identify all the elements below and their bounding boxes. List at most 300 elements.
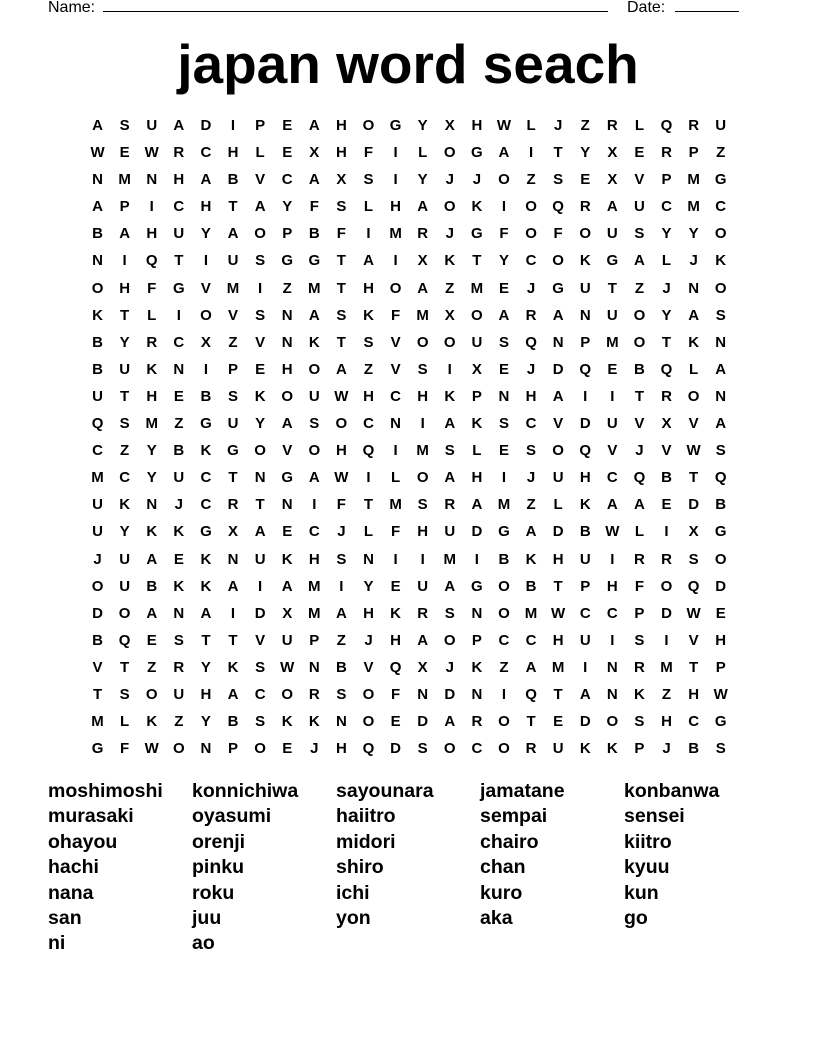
grid-cell[interactable]: K (471, 415, 483, 433)
grid-cell[interactable]: A (498, 144, 510, 162)
grid-cell[interactable]: O (714, 279, 727, 297)
grid-cell[interactable]: O (498, 604, 510, 622)
grid-cell[interactable]: I (258, 279, 263, 297)
grid-cell[interactable]: Q (660, 117, 673, 134)
grid-cell[interactable]: V (607, 442, 618, 460)
grid-cell[interactable]: V (255, 333, 266, 351)
grid-cell[interactable]: F (147, 279, 157, 297)
grid-cell[interactable]: A (146, 604, 158, 622)
grid-cell[interactable]: X (228, 523, 239, 541)
grid-cell[interactable]: J (337, 523, 346, 541)
grid-cell[interactable]: U (579, 631, 591, 649)
grid-cell[interactable]: H (390, 198, 401, 216)
grid-cell[interactable]: P (471, 387, 482, 405)
grid-cell[interactable]: G (471, 225, 483, 243)
grid-cell[interactable]: D (390, 740, 401, 758)
grid-cell[interactable]: S (715, 306, 726, 324)
grid-cell[interactable]: Y (119, 333, 130, 351)
grid-cell[interactable]: A (552, 306, 564, 324)
grid-cell[interactable]: P (580, 333, 591, 351)
grid-cell[interactable]: G (227, 442, 239, 460)
grid-cell[interactable]: I (230, 117, 236, 134)
grid-cell[interactable]: G (714, 171, 727, 189)
grid-cell[interactable]: Q (714, 469, 727, 487)
grid-cell[interactable]: K (227, 658, 239, 676)
grid-cell[interactable]: A (227, 577, 239, 595)
grid-cell[interactable]: J (662, 740, 671, 758)
grid-cell[interactable]: N (173, 360, 185, 378)
grid-cell[interactable]: C (119, 469, 131, 487)
grid-cell[interactable]: I (339, 577, 344, 595)
grid-cell[interactable]: S (255, 658, 266, 676)
grid-cell[interactable]: N (417, 685, 429, 703)
grid-cell[interactable]: H (552, 550, 564, 568)
grid-cell[interactable]: C (498, 631, 510, 649)
grid-cell[interactable]: B (335, 658, 347, 676)
grid-cell[interactable]: U (552, 740, 564, 758)
grid-cell[interactable]: H (335, 117, 347, 134)
grid-cell[interactable]: O (498, 713, 510, 731)
grid-cell[interactable]: M (308, 577, 321, 595)
grid-cell[interactable]: I (420, 415, 425, 433)
grid-cell[interactable]: Y (580, 144, 591, 162)
grid-cell[interactable]: A (308, 117, 320, 134)
grid-cell[interactable]: N (498, 387, 510, 405)
grid-cell[interactable]: V (228, 306, 239, 324)
grid-cell[interactable]: A (146, 550, 158, 568)
grid-cell[interactable]: T (472, 252, 482, 270)
grid-cell[interactable]: H (200, 685, 212, 703)
grid-cell[interactable]: G (471, 577, 483, 595)
grid-cell[interactable]: N (281, 496, 293, 514)
grid-cell[interactable]: A (227, 225, 239, 243)
grid-cell[interactable]: O (91, 577, 104, 595)
grid-cell[interactable]: T (228, 469, 238, 487)
grid-cell[interactable]: S (363, 171, 374, 189)
grid-cell[interactable]: P (282, 225, 293, 243)
grid-cell[interactable]: A (173, 117, 185, 134)
grid-cell[interactable]: U (173, 225, 185, 243)
grid-cell[interactable]: Y (282, 198, 293, 216)
grid-cell[interactable]: M (91, 713, 104, 731)
grid-cell[interactable]: V (553, 415, 564, 433)
grid-cell[interactable]: O (443, 144, 456, 162)
grid-cell[interactable]: I (366, 469, 371, 487)
grid-cell[interactable]: K (200, 577, 212, 595)
grid-cell[interactable]: B (227, 171, 239, 189)
grid-cell[interactable]: E (634, 144, 645, 162)
grid-cell[interactable]: U (254, 550, 266, 568)
grid-cell[interactable]: Y (363, 577, 374, 595)
grid-cell[interactable]: G (552, 279, 564, 297)
grid-cell[interactable]: O (362, 117, 375, 134)
grid-cell[interactable]: C (525, 415, 537, 433)
grid-cell[interactable]: B (200, 387, 212, 405)
grid-cell[interactable]: N (715, 387, 727, 405)
grid-cell[interactable]: G (471, 144, 483, 162)
grid-cell[interactable]: B (715, 496, 727, 514)
grid-cell[interactable]: U (634, 198, 645, 216)
grid-cell[interactable]: I (393, 550, 398, 568)
grid-cell[interactable]: S (634, 631, 645, 649)
grid-cell[interactable]: M (389, 225, 402, 243)
grid-cell[interactable]: O (525, 225, 537, 243)
grid-cell[interactable]: N (579, 306, 591, 324)
grid-cell[interactable]: F (499, 225, 509, 243)
grid-cell[interactable]: K (146, 360, 158, 378)
grid-cell[interactable]: P (715, 658, 726, 676)
grid-cell[interactable]: M (470, 279, 484, 297)
grid-cell[interactable]: O (308, 442, 321, 460)
grid-cell[interactable]: R (308, 685, 320, 703)
grid-cell[interactable]: P (580, 577, 591, 595)
grid-cell[interactable]: N (715, 333, 727, 351)
grid-cell[interactable]: K (579, 496, 591, 514)
grid-cell[interactable]: A (579, 685, 591, 703)
grid-cell[interactable]: S (688, 550, 699, 568)
grid-cell[interactable]: V (363, 658, 374, 676)
grid-cell[interactable]: C (200, 469, 212, 487)
grid-cell[interactable]: C (471, 740, 483, 758)
grid-cell[interactable]: I (528, 144, 534, 162)
grid-cell[interactable]: U (146, 117, 158, 134)
grid-cell[interactable]: G (281, 252, 294, 270)
grid-cell[interactable]: I (312, 496, 317, 514)
grid-cell[interactable]: I (583, 658, 588, 676)
grid-cell[interactable]: D (552, 360, 564, 378)
grid-cell[interactable]: H (146, 225, 158, 243)
grid-cell[interactable]: A (444, 469, 456, 487)
grid-cell[interactable]: O (281, 685, 294, 703)
grid-cell[interactable]: B (227, 713, 239, 731)
grid-cell[interactable]: H (471, 469, 483, 487)
grid-cell[interactable]: C (173, 198, 185, 216)
grid-cell[interactable]: L (363, 198, 374, 216)
grid-cell[interactable]: H (471, 117, 483, 134)
grid-cell[interactable]: U (579, 550, 591, 568)
grid-cell[interactable]: A (200, 604, 212, 622)
grid-cell[interactable]: Q (118, 631, 131, 649)
grid-cell[interactable]: C (308, 523, 320, 541)
grid-cell[interactable]: E (255, 360, 266, 378)
grid-cell[interactable]: J (364, 631, 373, 649)
grid-cell[interactable]: C (281, 171, 293, 189)
grid-cell[interactable]: L (634, 523, 644, 541)
grid-cell[interactable]: E (282, 117, 293, 134)
grid-cell[interactable]: F (336, 496, 346, 514)
grid-cell[interactable]: W (605, 523, 620, 541)
grid-cell[interactable]: C (606, 469, 618, 487)
grid-cell[interactable]: B (92, 631, 103, 649)
grid-cell[interactable]: K (525, 550, 537, 568)
grid-cell[interactable]: I (501, 469, 507, 487)
grid-cell[interactable]: F (120, 740, 130, 758)
grid-cell[interactable]: Y (146, 469, 157, 487)
grid-cell[interactable]: R (525, 306, 537, 324)
grid-cell[interactable]: T (634, 387, 644, 405)
grid-cell[interactable]: O (498, 740, 510, 758)
grid-cell[interactable]: H (335, 740, 347, 758)
grid-cell[interactable]: J (445, 658, 454, 676)
grid-cell[interactable]: Y (255, 415, 266, 433)
grid-cell[interactable]: E (553, 713, 564, 731)
grid-cell[interactable]: A (92, 198, 103, 216)
grid-cell[interactable]: A (552, 387, 564, 405)
grid-cell[interactable]: W (686, 604, 701, 622)
grid-cell[interactable]: U (92, 496, 103, 514)
grid-cell[interactable]: E (282, 523, 293, 541)
grid-cell[interactable]: Q (389, 658, 402, 676)
grid-cell[interactable]: H (281, 360, 293, 378)
grid-cell[interactable]: O (335, 415, 348, 433)
grid-cell[interactable]: C (254, 685, 266, 703)
grid-cell[interactable]: H (552, 631, 564, 649)
grid-cell[interactable]: U (579, 279, 591, 297)
grid-cell[interactable]: T (553, 144, 563, 162)
grid-cell[interactable]: X (471, 360, 482, 378)
grid-cell[interactable]: Z (120, 442, 130, 460)
grid-cell[interactable]: O (254, 225, 266, 243)
grid-cell[interactable]: K (471, 658, 483, 676)
grid-cell[interactable]: K (715, 252, 727, 270)
grid-cell[interactable]: O (498, 171, 510, 189)
grid-cell[interactable]: Z (228, 333, 238, 351)
grid-cell[interactable]: N (688, 279, 700, 297)
grid-cell[interactable]: V (390, 333, 401, 351)
grid-cell[interactable]: J (526, 279, 536, 297)
grid-cell[interactable]: O (633, 333, 646, 351)
grid-cell[interactable]: I (203, 252, 208, 270)
grid-cell[interactable]: B (92, 333, 103, 351)
grid-cell[interactable]: O (416, 333, 429, 351)
grid-cell[interactable]: T (553, 685, 563, 703)
grid-cell[interactable]: S (255, 713, 266, 731)
grid-cell[interactable]: O (200, 306, 212, 324)
grid-cell[interactable]: T (607, 279, 617, 297)
grid-cell[interactable]: W (713, 685, 728, 703)
grid-cell[interactable]: I (583, 387, 588, 405)
grid-cell[interactable]: M (308, 604, 321, 622)
grid-cell[interactable]: Y (417, 171, 428, 189)
grid-cell[interactable]: A (92, 117, 103, 134)
grid-cell[interactable]: R (661, 387, 672, 405)
grid-cell[interactable]: V (634, 171, 645, 189)
grid-cell[interactable]: X (607, 171, 618, 189)
grid-cell[interactable]: A (417, 631, 429, 649)
grid-cell[interactable]: Q (91, 415, 104, 433)
grid-cell[interactable]: O (633, 306, 646, 324)
grid-cell[interactable]: I (122, 252, 127, 270)
grid-cell[interactable]: W (280, 658, 295, 676)
grid-cell[interactable]: U (606, 415, 618, 433)
grid-cell[interactable]: U (92, 387, 103, 405)
grid-cell[interactable]: C (200, 496, 212, 514)
grid-cell[interactable]: R (688, 117, 700, 134)
grid-cell[interactable]: B (92, 360, 103, 378)
grid-cell[interactable]: A (227, 685, 239, 703)
grid-cell[interactable]: N (552, 333, 564, 351)
grid-cell[interactable]: C (173, 333, 185, 351)
grid-cell[interactable]: L (526, 117, 536, 134)
grid-cell[interactable]: O (254, 740, 266, 758)
grid-cell[interactable]: L (634, 117, 644, 134)
grid-cell[interactable]: I (366, 225, 371, 243)
grid-cell[interactable]: R (417, 604, 429, 622)
grid-cell[interactable]: T (201, 631, 211, 649)
grid-cell[interactable]: B (146, 577, 158, 595)
grid-cell[interactable]: S (634, 713, 645, 731)
grid-cell[interactable]: R (471, 713, 483, 731)
grid-cell[interactable]: K (390, 604, 401, 622)
grid-cell[interactable]: O (471, 306, 483, 324)
grid-cell[interactable]: C (606, 604, 618, 622)
grid-cell[interactable]: Z (580, 117, 590, 134)
grid-cell[interactable]: S (336, 198, 347, 216)
grid-cell[interactable]: P (688, 144, 699, 162)
grid-cell[interactable]: Q (145, 252, 158, 270)
grid-cell[interactable]: R (146, 333, 158, 351)
grid-cell[interactable]: G (714, 523, 727, 541)
grid-cell[interactable]: D (715, 577, 727, 595)
grid-cell[interactable]: R (661, 144, 672, 162)
grid-cell[interactable]: O (552, 442, 564, 460)
grid-cell[interactable]: H (308, 550, 320, 568)
grid-cell[interactable]: T (336, 252, 346, 270)
grid-cell[interactable]: N (471, 685, 483, 703)
grid-cell[interactable]: I (393, 171, 398, 189)
grid-cell[interactable]: A (119, 225, 131, 243)
grid-cell[interactable]: U (606, 225, 618, 243)
grid-cell[interactable]: W (496, 117, 512, 134)
grid-cell[interactable]: K (200, 442, 212, 460)
grid-cell[interactable]: N (606, 685, 618, 703)
grid-cell[interactable]: O (443, 333, 456, 351)
grid-cell[interactable]: E (715, 604, 726, 622)
grid-cell[interactable]: J (445, 225, 454, 243)
grid-cell[interactable]: L (255, 144, 265, 162)
grid-cell[interactable]: Z (716, 144, 726, 162)
grid-cell[interactable]: K (363, 306, 374, 324)
grid-cell[interactable]: Y (146, 442, 157, 460)
grid-cell[interactable]: M (308, 279, 321, 297)
grid-cell[interactable]: Z (661, 685, 672, 703)
grid-cell[interactable]: I (176, 306, 181, 324)
grid-cell[interactable]: Q (687, 577, 700, 595)
grid-cell[interactable]: T (336, 279, 346, 297)
grid-cell[interactable]: O (145, 685, 158, 703)
grid-cell[interactable]: P (228, 740, 239, 758)
grid-cell[interactable]: G (200, 523, 212, 541)
grid-cell[interactable]: T (120, 658, 130, 676)
grid-cell[interactable]: D (579, 713, 591, 731)
grid-cell[interactable]: B (173, 442, 185, 460)
grid-cell[interactable]: O (118, 604, 131, 622)
grid-cell[interactable]: O (606, 713, 619, 731)
grid-cell[interactable]: K (173, 577, 185, 595)
grid-cell[interactable]: Q (633, 469, 646, 487)
grid-cell[interactable]: B (525, 577, 537, 595)
grid-cell[interactable]: F (309, 198, 319, 216)
grid-cell[interactable]: B (688, 740, 700, 758)
grid-cell[interactable]: I (393, 442, 398, 460)
grid-cell[interactable]: K (579, 252, 591, 270)
grid-cell[interactable]: A (417, 198, 429, 216)
grid-cell[interactable]: N (200, 740, 212, 758)
grid-cell[interactable]: S (363, 333, 374, 351)
grid-cell[interactable]: D (471, 523, 483, 541)
grid-cell[interactable]: Q (362, 740, 375, 758)
grid-cell[interactable]: M (606, 333, 619, 351)
grid-cell[interactable]: W (144, 144, 159, 162)
grid-cell[interactable]: J (553, 117, 563, 134)
name-blank-line[interactable] (103, 11, 608, 12)
date-blank-line[interactable] (675, 11, 739, 12)
grid-cell[interactable]: T (120, 306, 130, 324)
grid-cell[interactable]: A (281, 577, 293, 595)
grid-cell[interactable]: Y (498, 252, 509, 270)
grid-cell[interactable]: U (92, 523, 103, 541)
grid-cell[interactable]: V (200, 279, 211, 297)
grid-cell[interactable]: L (147, 306, 157, 324)
grid-cell[interactable]: A (363, 252, 374, 270)
grid-cell[interactable]: M (145, 415, 158, 433)
grid-cell[interactable]: T (120, 387, 130, 405)
grid-cell[interactable]: G (389, 117, 402, 134)
grid-cell[interactable]: U (173, 685, 185, 703)
grid-cell[interactable]: P (471, 631, 482, 649)
grid-cell[interactable]: E (173, 387, 184, 405)
grid-cell[interactable]: O (687, 387, 700, 405)
grid-cell[interactable]: A (254, 523, 266, 541)
grid-cell[interactable]: J (526, 360, 536, 378)
grid-cell[interactable]: T (228, 631, 238, 649)
grid-cell[interactable]: I (393, 144, 398, 162)
grid-cell[interactable]: P (228, 360, 239, 378)
grid-cell[interactable]: L (418, 144, 428, 162)
grid-cell[interactable]: M (443, 550, 457, 568)
grid-cell[interactable]: S (498, 415, 509, 433)
grid-cell[interactable]: T (228, 198, 238, 216)
grid-cell[interactable]: C (363, 415, 374, 433)
grid-cell[interactable]: L (472, 442, 482, 460)
grid-cell[interactable]: R (634, 550, 645, 568)
grid-cell[interactable]: J (93, 550, 102, 568)
grid-cell[interactable]: K (634, 685, 645, 703)
grid-cell[interactable]: R (417, 225, 429, 243)
grid-cell[interactable]: K (173, 523, 185, 541)
grid-cell[interactable]: B (661, 469, 672, 487)
grid-cell[interactable]: Z (499, 658, 509, 676)
grid-cell[interactable]: Q (552, 198, 564, 216)
grid-cell[interactable]: S (417, 740, 428, 758)
grid-cell[interactable]: F (390, 685, 401, 703)
grid-cell[interactable]: X (444, 117, 455, 134)
grid-cell[interactable]: M (687, 198, 700, 216)
grid-cell[interactable]: D (444, 685, 456, 703)
grid-cell[interactable]: U (417, 577, 429, 595)
grid-cell[interactable]: A (715, 415, 727, 433)
grid-cell[interactable]: M (687, 171, 700, 189)
grid-cell[interactable]: N (471, 604, 483, 622)
grid-cell[interactable]: K (444, 387, 456, 405)
grid-cell[interactable]: O (308, 360, 321, 378)
grid-cell[interactable]: T (92, 685, 103, 703)
grid-cell[interactable]: N (146, 496, 158, 514)
grid-cell[interactable]: Y (661, 306, 672, 324)
grid-cell[interactable]: H (227, 144, 239, 162)
grid-cell[interactable]: U (119, 550, 131, 568)
grid-cell[interactable]: E (498, 360, 509, 378)
